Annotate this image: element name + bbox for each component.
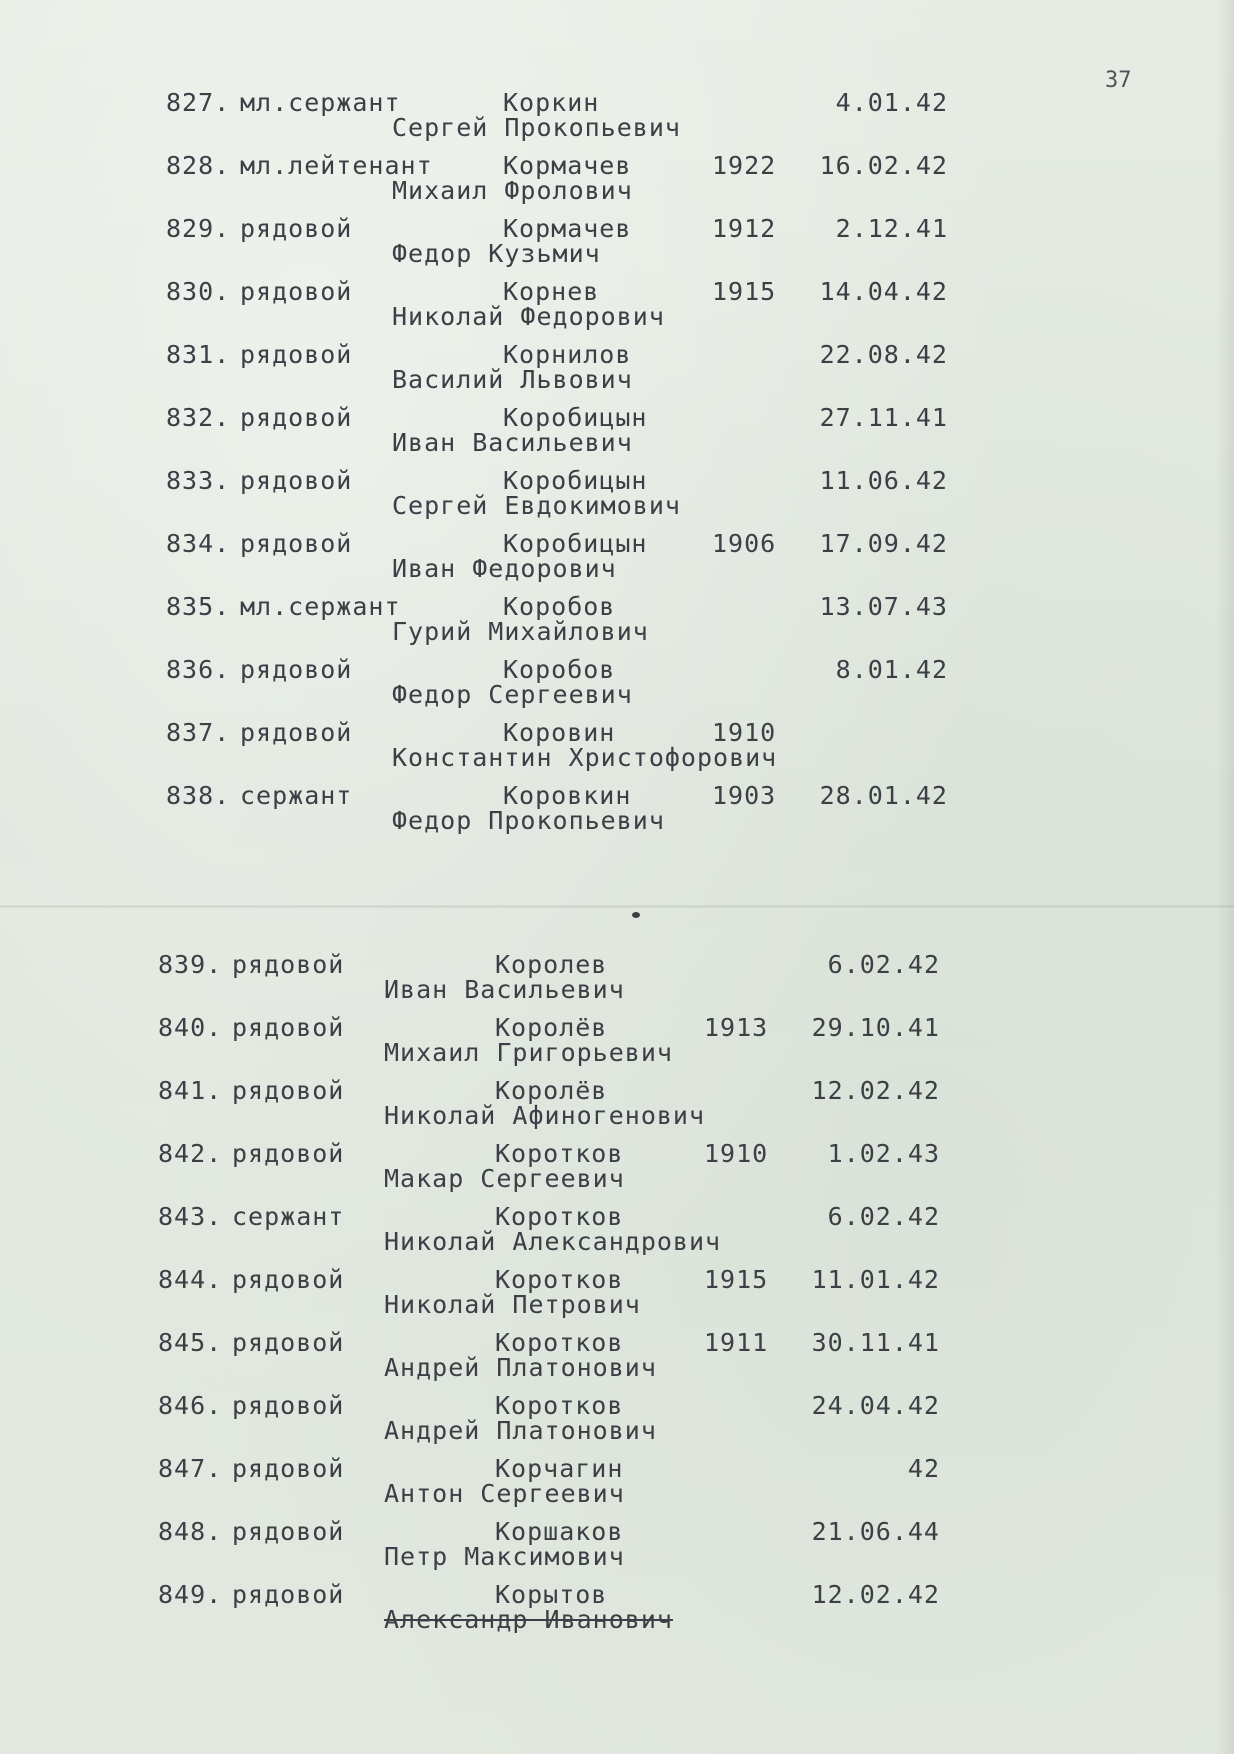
entry-number: 831. (166, 340, 231, 369)
entry-given-name: Михаил Григорьевич (384, 1038, 673, 1067)
list-item (0, 151, 1234, 209)
entry-given-name: Николай Афиногенович (384, 1101, 706, 1130)
entry-surname: Корчагин (495, 1454, 624, 1483)
list-item (0, 1517, 1234, 1575)
paper-fold (0, 905, 1234, 908)
entry-given-name: Федор Прокопьевич (392, 806, 665, 835)
entry-surname: Коробов (503, 655, 616, 684)
entry-rank: рядовой (232, 950, 345, 979)
list-item (0, 340, 1234, 398)
entry-surname: Коровкин (503, 781, 632, 810)
entry-rank: рядовой (240, 718, 353, 747)
list-item (0, 1328, 1234, 1386)
entry-surname: Коротков (495, 1391, 624, 1420)
entry-date: 11.06.42 (819, 466, 948, 495)
list-item (0, 950, 1234, 1008)
entry-given-name: Иван Васильевич (392, 428, 633, 457)
list-item (0, 466, 1234, 524)
entry-rank: рядовой (232, 1517, 345, 1546)
entry-surname: Корнев (503, 277, 600, 306)
entry-rank: рядовой (240, 340, 353, 369)
entry-rank: рядовой (240, 655, 353, 684)
entry-date: 8.01.42 (835, 655, 948, 684)
entry-surname: Кормачев (503, 151, 632, 180)
entry-date: 22.08.42 (819, 340, 948, 369)
entry-date: 42 (907, 1454, 940, 1483)
entry-number: 828. (166, 151, 231, 180)
list-item (0, 592, 1234, 650)
entry-given-name: Макар Сергеевич (384, 1164, 625, 1193)
list-item (0, 1580, 1234, 1638)
list-item (0, 1202, 1234, 1260)
entry-surname: Коршаков (495, 1517, 624, 1546)
entry-given-name: Константин Христофорович (392, 743, 778, 772)
entry-number: 836. (166, 655, 231, 684)
entry-surname: Коротков (495, 1202, 624, 1231)
entry-surname: Коровин (503, 718, 616, 747)
list-item (0, 1076, 1234, 1134)
entry-date: 14.04.42 (819, 277, 948, 306)
entry-number: 848. (158, 1517, 223, 1546)
entry-date: 29.10.41 (811, 1013, 940, 1042)
list-item (0, 1391, 1234, 1449)
list-item (0, 781, 1234, 839)
entry-birth-year: 1915 (704, 1265, 769, 1294)
entry-given-name: Николай Александрович (384, 1227, 722, 1256)
entry-birth-year: 1910 (704, 1139, 769, 1168)
entry-given-name: Андрей Платонович (384, 1353, 657, 1382)
entry-rank: рядовой (240, 403, 353, 432)
entry-rank: мл.сержант (240, 592, 401, 621)
list-item (0, 1265, 1234, 1323)
entry-birth-year: 1915 (712, 277, 777, 306)
entry-date: 2.12.41 (835, 214, 948, 243)
entry-surname: Королёв (495, 1076, 608, 1105)
entry-rank: рядовой (240, 277, 353, 306)
entry-rank: рядовой (232, 1391, 345, 1420)
entry-rank: рядовой (232, 1139, 345, 1168)
entry-given-name: Михаил Фролович (392, 176, 633, 205)
entry-date: 28.01.42 (819, 781, 948, 810)
entry-given-name: Александр Иванович (384, 1605, 673, 1634)
entry-date: 1.02.43 (827, 1139, 940, 1168)
entry-number: 839. (158, 950, 223, 979)
list-item (0, 1139, 1234, 1197)
entry-surname: Коротков (495, 1328, 624, 1357)
entry-number: 835. (166, 592, 231, 621)
entry-rank: рядовой (232, 1013, 345, 1042)
entry-birth-year: 1906 (712, 529, 777, 558)
entry-rank: рядовой (240, 466, 353, 495)
entry-rank: рядовой (232, 1580, 345, 1609)
entry-given-name: Гурий Михайлович (392, 617, 649, 646)
entry-date: 11.01.42 (811, 1265, 940, 1294)
entry-number: 845. (158, 1328, 223, 1357)
entry-given-name: Николай Федорович (392, 302, 665, 331)
entry-rank: рядовой (232, 1328, 345, 1357)
entry-birth-year: 1910 (712, 718, 777, 747)
entry-number: 829. (166, 214, 231, 243)
entry-date: 17.09.42 (819, 529, 948, 558)
ink-spot (632, 912, 640, 918)
entry-number: 837. (166, 718, 231, 747)
entry-rank: сержант (240, 781, 353, 810)
entry-number: 832. (166, 403, 231, 432)
entry-number: 840. (158, 1013, 223, 1042)
list-item (0, 88, 1234, 146)
list-item (0, 403, 1234, 461)
entry-rank: мл.сержант (240, 88, 401, 117)
entry-given-name: Сергей Евдокимович (392, 491, 681, 520)
entry-rank: мл.лейтенант (240, 151, 433, 180)
entry-number: 846. (158, 1391, 223, 1420)
entry-surname: Корытов (495, 1580, 608, 1609)
entry-number: 827. (166, 88, 231, 117)
entry-date: 12.02.42 (811, 1580, 940, 1609)
entry-surname: Королёв (495, 1013, 608, 1042)
entry-date: 4.01.42 (835, 88, 948, 117)
entry-surname: Коробицын (503, 529, 648, 558)
entry-date: 6.02.42 (827, 950, 940, 979)
entry-given-name: Андрей Платонович (384, 1416, 657, 1445)
entry-birth-year: 1911 (704, 1328, 769, 1357)
entry-number: 841. (158, 1076, 223, 1105)
entry-date: 27.11.41 (819, 403, 948, 432)
entry-rank: рядовой (240, 529, 353, 558)
entry-date: 21.06.44 (811, 1517, 940, 1546)
entry-given-name: Федор Кузьмич (392, 239, 601, 268)
entry-number: 830. (166, 277, 231, 306)
entry-surname: Коробицын (503, 466, 648, 495)
list-item (0, 214, 1234, 272)
entry-surname: Коротков (495, 1139, 624, 1168)
entry-surname: Коркин (503, 88, 600, 117)
entry-number: 838. (166, 781, 231, 810)
entry-given-name: Федор Сергеевич (392, 680, 633, 709)
entry-number: 833. (166, 466, 231, 495)
entry-surname: Коротков (495, 1265, 624, 1294)
list-item (0, 718, 1234, 776)
entry-rank: рядовой (232, 1265, 345, 1294)
list-item (0, 1454, 1234, 1512)
entry-surname: Королев (495, 950, 608, 979)
entry-surname: Кормачев (503, 214, 632, 243)
entry-date: 24.04.42 (811, 1391, 940, 1420)
entry-rank: сержант (232, 1202, 345, 1231)
entry-given-name: Василий Львович (392, 365, 633, 394)
list-item (0, 277, 1234, 335)
entry-surname: Коробицын (503, 403, 648, 432)
entry-given-name: Антон Сергеевич (384, 1479, 625, 1508)
entry-birth-year: 1913 (704, 1013, 769, 1042)
entry-birth-year: 1912 (712, 214, 777, 243)
entry-date: 16.02.42 (819, 151, 948, 180)
entry-rank: рядовой (240, 214, 353, 243)
entry-birth-year: 1903 (712, 781, 777, 810)
entry-number: 842. (158, 1139, 223, 1168)
entry-rank: рядовой (232, 1076, 345, 1105)
entry-birth-year: 1922 (712, 151, 777, 180)
entry-date: 13.07.43 (819, 592, 948, 621)
entry-date: 6.02.42 (827, 1202, 940, 1231)
entry-date: 30.11.41 (811, 1328, 940, 1357)
entry-date: 12.02.42 (811, 1076, 940, 1105)
page-number: 37 (1105, 68, 1132, 93)
list-item (0, 1013, 1234, 1071)
entry-surname: Корнилов (503, 340, 632, 369)
entry-rank: рядовой (232, 1454, 345, 1483)
list-item (0, 655, 1234, 713)
list-item (0, 529, 1234, 587)
entry-surname: Коробов (503, 592, 616, 621)
entry-number: 834. (166, 529, 231, 558)
entry-given-name: Иван Васильевич (384, 975, 625, 1004)
entry-given-name: Николай Петрович (384, 1290, 641, 1319)
entry-number: 843. (158, 1202, 223, 1231)
entry-number: 844. (158, 1265, 223, 1294)
entry-given-name: Сергей Прокопьевич (392, 113, 681, 142)
entry-given-name: Петр Максимович (384, 1542, 625, 1571)
entry-number: 849. (158, 1580, 223, 1609)
entry-given-name: Иван Федорович (392, 554, 617, 583)
entry-number: 847. (158, 1454, 223, 1483)
